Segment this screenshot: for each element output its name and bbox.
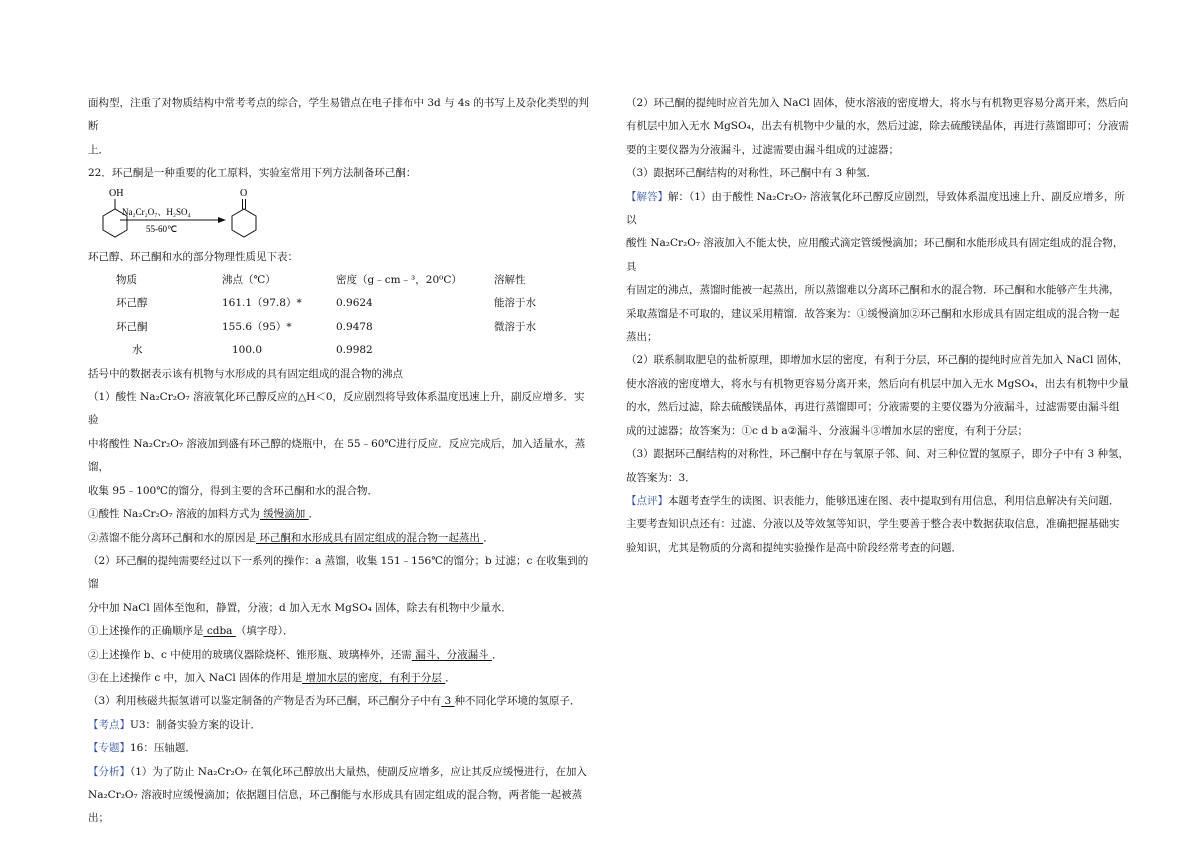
sub-question-text: 种不同化学环境的氢原子． (454, 695, 581, 708)
sub-question-text: ． (491, 648, 503, 661)
zhuanti-tag: 【专题】 (88, 742, 130, 755)
table-intro: 环己醇、环己酮和水的部分物理性质见下表： (88, 250, 298, 263)
table-header: 密度（g﹣cm﹣³，20⁰C） (336, 274, 462, 287)
table-cell: 环己酮 (116, 320, 148, 333)
zhuanti-text: 16：压轴题． (130, 742, 196, 755)
answer-blank: 漏斗、分液漏斗 (411, 648, 492, 661)
sub-question (88, 527, 592, 550)
reaction-diagram (88, 186, 328, 246)
text-line: Na₂Cr₂O₇ 溶液时应缓慢滴加；依据题目信息，环己酮能与水形成具有固定组成的混合物，两者能一起被蒸出； (88, 788, 583, 825)
sub-question-text: ①上述操作的正确顺序是 (88, 625, 204, 638)
answer-blank: 3 (441, 695, 455, 708)
table-cell: 0.9982 (336, 344, 373, 357)
cyclohexanone-ring (232, 209, 256, 237)
sub-question (88, 644, 592, 667)
fenxi-tag: 【分析】 (88, 765, 130, 778)
table-cell: 155.6（95）* (222, 320, 292, 333)
table-header: 沸点（℃） (222, 274, 276, 287)
text-line: 验知识，尤其是物质的分离和提纯实验操作是高中阶段经常考查的问题． (626, 541, 962, 554)
text-line: 有机层中加入无水 MgSO₄，出去有机物中少量的水，然后过滤，除去硫酸镁晶体，再进行蒸馏即可；分液需 (626, 120, 1129, 133)
sub-question-text: ． (445, 671, 456, 684)
jieda-tag: 【解答】 (626, 190, 668, 203)
text-line: 上． (88, 143, 109, 156)
sub-question (88, 620, 592, 643)
text-line: （3）跟据环己酮结构的对称性，环己酮中有 3 种氢． (626, 167, 878, 180)
kaodian-text: U3：制备实验方案的设计． (130, 718, 262, 731)
text-line: 的水，然后过滤，除去硫酸镁晶体，再进行蒸馏即可；分液需要的主要仪器为分液漏斗，过滤需要由漏斗组 (626, 401, 1120, 414)
table-header: 溶解性 (494, 274, 526, 287)
sub-question (88, 667, 592, 690)
sub-question-text: ． (308, 508, 320, 521)
jieda-line (626, 186, 1130, 233)
text-line: 有固定的沸点，蒸馏时能被一起蒸出，所以蒸馏难以分离环己酮和水的混合物．环己酮和水能够产生共沸， (626, 284, 1120, 297)
sub-question-text: ②上述操作 b、c 中使用的玻璃仪器除烧杯、锥形瓶、玻璃棒外，还需 (88, 648, 412, 661)
table-header: 物质 (116, 274, 137, 287)
answer-blank: 缓慢滴加 (259, 508, 309, 521)
sub-question-text: （填字母）． (235, 625, 294, 638)
answer-blank: cdba (203, 625, 236, 638)
dianping-line (626, 490, 1130, 513)
table-note: 括号中的数据表示该有机物与水形成的具有固定组成的混合物的沸点 (88, 367, 403, 380)
text-line: （2）环己酮的提纯需要经过以下一系列的操作：a 蒸馏，收集 151﹣156℃的馏分；b 过滤；c 在收集到的馏 (88, 554, 589, 591)
fenxi-text: （1）为了防止 Na₂Cr₂O₇ 在氧化环己醇放出大量热，使副反应增多，应让其反应缓慢进行，在加入 (130, 765, 587, 778)
reactant-label: OH (109, 187, 124, 199)
text-line: 采取蒸馏是不可取的，建议采用精馏．故答案为：①缓慢滴加②环己酮和水形成具有固定组成的混合物一起 (626, 307, 1120, 320)
text-line: 主要考查知识点还有：过滤、分液以及等效氢等知识，学生要善于整合表中数据获取信息，准确把握基础实 (626, 518, 1120, 531)
answer-blank: 增加水层的密度，有利于分层 (302, 671, 446, 684)
table-cell (458, 339, 598, 362)
sub-question-text: ． (483, 531, 494, 544)
table-cell: 100.0 (232, 344, 263, 357)
jieda-text: 解：（1）由于酸性 Na₂Cr₂O₇ 溶液氧化环己醇反应剧烈，导致体系温度迅速上升、副反应增多，所以 (626, 190, 1125, 227)
question-number: 22． (88, 167, 112, 180)
arrow-head-icon (218, 217, 226, 223)
kaodian-line (88, 714, 592, 737)
dianping-tag: 【点评】 (626, 494, 668, 507)
text-line: （2）联系制取肥皂的盐析原理，即增加水层的密度，有利于分层，环己酮的提纯时应首先加入 NaCl 固体， (626, 354, 1129, 367)
sub-question (88, 690, 592, 713)
text-line: 分中加 NaCl 固体至饱和，静置，分液；d 加入无水 MgSO₄ 固体，除去有机物中少量水． (88, 601, 512, 614)
table-cell: 能溶于水 (494, 297, 536, 310)
product-label: O (240, 187, 248, 199)
text-line: 收集 95﹣100℃的馏分，得到主要的含环己酮和水的混合物． (88, 484, 378, 497)
kaodian-tag: 【考点】 (88, 718, 130, 731)
question-text: 环己酮是一种重要的化工原料，实验室常用下列方法制备环己酮： (111, 167, 417, 180)
sub-question (88, 503, 592, 526)
question-22 (88, 162, 592, 185)
dianping-text: 本题考查学生的读图、识表能力，能够迅速在图、表中提取到有用信息，利用信息解决有关问题． (668, 494, 1120, 507)
table-cell: 环己醇 (116, 297, 148, 310)
sub-question-text: ②蒸馏不能分离环己酮和水的原因是 (88, 531, 256, 544)
text-line: 酸性 Na₂Cr₂O₇ 溶液加入不能太快，应用酸式滴定管缓慢滴加；环己酮和水能形成具有固定组成的混合物，具 (626, 237, 1124, 273)
table-cell: 微溶于水 (494, 320, 536, 333)
reaction-scheme (88, 186, 328, 246)
text-line: （1）酸性 Na₂Cr₂O₇ 溶液氧化环己醇反应的△H＜0，反应剧烈将导致体系温度迅速上升，副反应增多．实验 (88, 391, 585, 427)
table-cell: 水 (132, 344, 143, 357)
text-line: 中将酸性 Na₂Cr₂O₇ 溶液加到盛有环己醇的烧瓶中，在 55﹣60℃进行反应．反应完成后，加入适量水，蒸馏， (88, 437, 586, 474)
sub-question-text: （3）利用核磁共振氢谱可以鉴定制备的产物是否为环己酮，环己酮分子中有 (88, 695, 442, 708)
text-line: （2）环己酮的提纯时应首先加入 NaCl 固体，使水溶液的密度增大，将水与有机物更容易分离开来，然后向 (626, 97, 1129, 109)
text-line: （3）跟据环己酮结构的对称性，环己酮中存在与氧原子邻、间、对三种位置的氢原子，即分子中有 3 种氢， (626, 448, 1130, 461)
text-line: 使水溶液的密度增大，将水与有机物更容易分离开来，然后向有机层中加入无水 MgSO₄，出去有机物中少量 (626, 377, 1129, 390)
table-cell: 161.1（97.8）* (222, 297, 302, 310)
table-cell: 0.9478 (336, 320, 373, 333)
left-column (88, 92, 592, 831)
text-line: 要的主要仪器为分液漏斗，过滤需要由漏斗组成的过滤器； (626, 143, 899, 156)
right-column (626, 92, 1130, 560)
text-line: 面构型，注重了对物质结构中常考考点的综合，学生易错点在电子排布中 3d 与 4s 的书写上及杂化类型的判断 (88, 97, 589, 133)
text-line: 成的过滤器；故答案为：①c d b a②漏斗、分液漏斗③增加水层的密度，有利于分层； (626, 424, 1029, 437)
reagent-label: Na₂Cr₂O₇、H₂SO₄ (122, 206, 191, 217)
fenxi-line (88, 761, 592, 784)
text-line: 蒸出； (626, 331, 658, 344)
text-line: 故答案为：3． (626, 471, 696, 484)
property-table (88, 269, 592, 363)
sub-question-text: ③在上述操作 c 中，加入 NaCl 固体的作用是 (88, 671, 303, 684)
table-cell: 0.9624 (336, 297, 373, 310)
answer-blank: 环己酮和水形成具有固定组成的混合物一起蒸出 (256, 531, 484, 544)
condition-label: 55-60℃ (146, 223, 178, 234)
zhuanti-line (88, 737, 592, 760)
sub-question-text: ①酸性 Na₂Cr₂O₇ 溶液的加料方式为 (88, 508, 260, 521)
